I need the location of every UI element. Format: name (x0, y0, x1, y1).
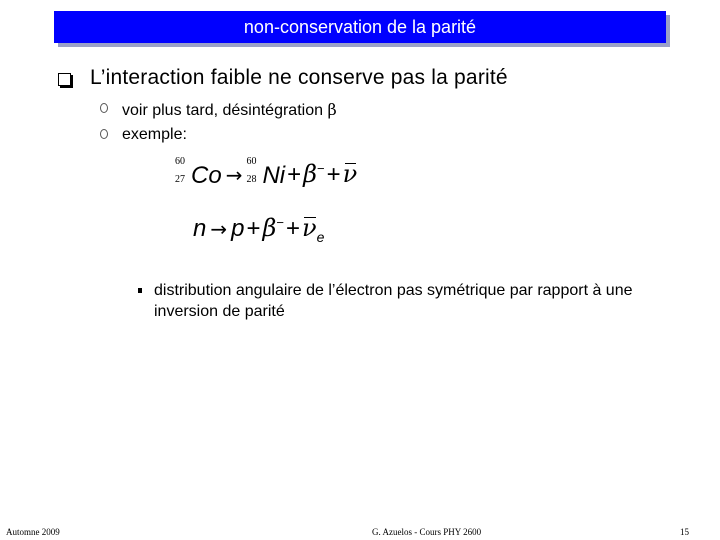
sub-bullet-1-text: voir plus tard, désintégration (122, 102, 328, 119)
electron-antineutrino: ν (301, 214, 317, 242)
footer-author: G. Azuelos - Cours PHY 2600 (372, 527, 482, 537)
sub-sub-bullet-text: distribution angulaire de l’électron pas symétrique par rapport à une inversion de parité (154, 282, 633, 320)
arrow-icon: → (210, 217, 228, 241)
small-square-bullet-icon (138, 288, 142, 293)
slide-title-text: non-conservation de la parité (243, 16, 477, 37)
square-bullet-icon (58, 73, 71, 86)
footer-date: Automne 2009 (6, 527, 60, 537)
circle-bullet-icon (100, 103, 108, 113)
nuclide-ni: 60 28 Ni (246, 155, 286, 189)
sub-bullet-2-text: exemple: (122, 126, 187, 143)
equation-neutron-decay: $n \to p+\beta^-+\nu_e$ (193, 214, 325, 245)
slide-title (54, 11, 666, 43)
arrow-icon: → (225, 163, 243, 187)
nuclide-co: 60 27 Co (175, 155, 222, 189)
page-number: 15 (680, 527, 689, 537)
circle-bullet-icon (100, 129, 108, 139)
main-bullet-text: L’interaction faible ne conserve pas la parité (90, 66, 508, 89)
beta-particle: β (262, 214, 277, 242)
equation-cobalt-decay: 60 27 Co → 60 28 Ni+β−+ν (175, 155, 358, 189)
beta-particle: β (303, 160, 318, 188)
antineutrino: ν (342, 160, 358, 188)
beta-symbol: β (327, 100, 337, 119)
